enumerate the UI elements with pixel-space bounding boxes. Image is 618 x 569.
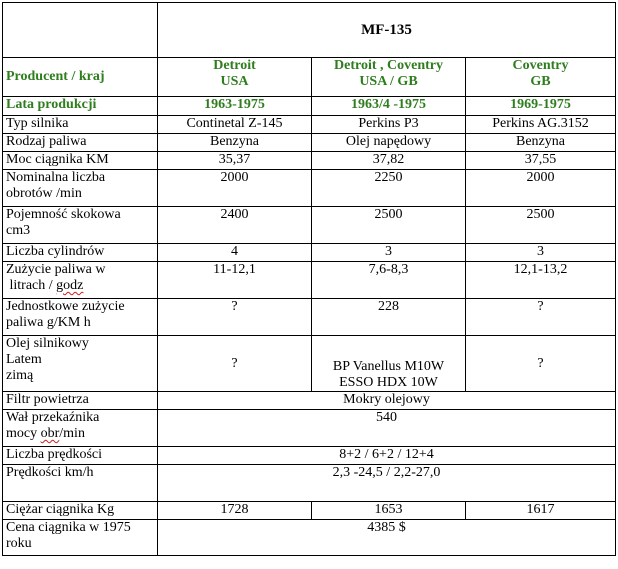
empty-corner-cell [3,3,158,58]
table-row [3,410,616,447]
table-row [3,299,616,336]
engine-type-col3: Perkins AG.3152 [466,116,616,134]
displacement-col3: 2500 [466,207,616,244]
table-row [3,244,616,262]
displacement-col1: 2400 [158,207,312,244]
displacement-label: Pojemność skokowa cm3 [3,207,158,244]
displacement-col2: 2500 [312,207,466,244]
rpm-col2: 2250 [312,170,466,207]
years-col2: 1963/4 -1975 [312,97,466,116]
unit-consumption-col3: ? [466,299,616,336]
pto-label: Wał przekaźnika mocy obr/min [3,410,158,447]
years-label: Lata produkcji [3,97,158,116]
table-row [3,447,616,465]
table-row [3,134,616,152]
unit-consumption-col2: 228 [312,299,466,336]
fuel-consumption-label: Zużycie paliwa w litrach / godz [3,262,158,299]
title-row [3,3,616,58]
engine-oil-col1: ? [158,336,312,392]
cylinders-label: Liczba cylindrów [3,244,158,262]
weight-col3: 1617 [466,502,616,520]
engine-type-col2: Perkins P3 [312,116,466,134]
rpm-col1: 2000 [158,170,312,207]
fuel-type-col2: Olej napędowy [312,134,466,152]
unit-consumption-label: Jednostkowe zużycie paliwa g/KM h [3,299,158,336]
air-filter-label: Filtr powietrza [3,392,158,410]
weight-col1: 1728 [158,502,312,520]
table-row [3,152,616,170]
table-row [3,207,616,244]
weight-label: Ciężar ciągnika Kg [3,502,158,520]
rpm-col3: 2000 [466,170,616,207]
air-filter-value: Mokry olejowy [158,392,616,410]
producer-col1: Detroit USA [158,58,312,97]
producer-row [3,58,616,97]
engine-oil-col3: ? [466,336,616,392]
power-label: Moc ciągnika KM [3,152,158,170]
mf135-spec-table [2,2,616,556]
table-row [3,392,616,410]
engine-type-col1: Continetal Z-145 [158,116,312,134]
cylinders-col2: 3 [312,244,466,262]
pto-value: 540 [158,410,616,447]
weight-col2: 1653 [312,502,466,520]
table-row [3,116,616,134]
producer-col2: Detroit , Coventry USA / GB [312,58,466,97]
gears-value: 8+2 / 6+2 / 12+4 [158,447,616,465]
speeds-value: 2,3 -24,5 / 2,2-27,0 [158,465,616,502]
rpm-label: Nominalna liczba obrotów /min [3,170,158,207]
years-col3: 1969-1975 [466,97,616,116]
producer-col3: Coventry GB [466,58,616,97]
fuel-type-col3: Benzyna [466,134,616,152]
fuel-type-label: Rodzaj paliwa [3,134,158,152]
table-row [3,520,616,556]
engine-oil-label: Olej silnikowy Latem zimą [3,336,158,392]
gears-label: Liczba prędkości [3,447,158,465]
years-row [3,97,616,116]
power-col2: 37,82 [312,152,466,170]
speeds-label: Prędkości km/h [3,465,158,502]
unit-consumption-col1: ? [158,299,312,336]
years-col1: 1963-1975 [158,97,312,116]
fuel-consumption-col3: 12,1-13,2 [466,262,616,299]
producer-label: Producent / kraj [3,58,158,97]
table-row [3,502,616,520]
table-title: MF-135 [158,3,616,58]
cylinders-col3: 3 [466,244,616,262]
table-row [3,465,616,502]
table-row [3,262,616,299]
fuel-consumption-col2: 7,6-8,3 [312,262,466,299]
power-col1: 35,37 [158,152,312,170]
cylinders-col1: 4 [158,244,312,262]
table-row [3,336,616,392]
fuel-consumption-col1: 11-12,1 [158,262,312,299]
price-label: Cena ciągnika w 1975 roku [3,520,158,556]
engine-type-label: Typ silnika [3,116,158,134]
power-col3: 37,55 [466,152,616,170]
price-value: 4385 $ [158,520,616,556]
fuel-type-col1: Benzyna [158,134,312,152]
engine-oil-col2: BP Vanellus M10W ESSO HDX 10W [312,336,466,392]
table-row [3,170,616,207]
